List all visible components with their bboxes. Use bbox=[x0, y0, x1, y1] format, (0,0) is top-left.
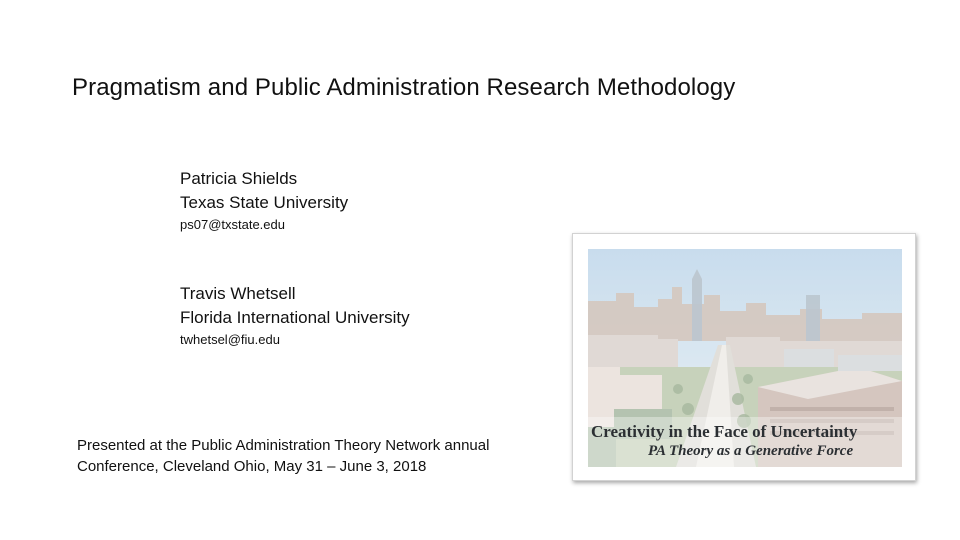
author-block-shields bbox=[180, 167, 348, 235]
author-affiliation: Texas State University bbox=[180, 193, 349, 212]
image-caption-subtitle: PA Theory as a Generative Force bbox=[648, 443, 854, 459]
presentation-note-line-2: Conference, Cleveland Ohio, May 31 – June 3, 2018 bbox=[77, 458, 427, 475]
conference-image-frame bbox=[572, 233, 916, 481]
author-affiliation: Florida International University bbox=[180, 308, 410, 327]
slide-title: Pragmatism and Public Administration Research Methodology bbox=[72, 74, 736, 101]
presentation-note bbox=[77, 435, 489, 477]
author-name: Travis Whetsell bbox=[180, 284, 296, 303]
author-block-whetsell bbox=[180, 282, 410, 350]
cleveland-skyline-image bbox=[588, 249, 902, 467]
image-caption-title: Creativity in the Face of Uncertainty bbox=[591, 422, 858, 441]
presentation-note-line-1: Presented at the Public Administration Theory Network annual bbox=[77, 437, 490, 454]
author-name: Patricia Shields bbox=[180, 169, 298, 188]
author-email: twhetsel@fiu.edu bbox=[180, 332, 280, 347]
author-email: ps07@txstate.edu bbox=[180, 217, 285, 232]
